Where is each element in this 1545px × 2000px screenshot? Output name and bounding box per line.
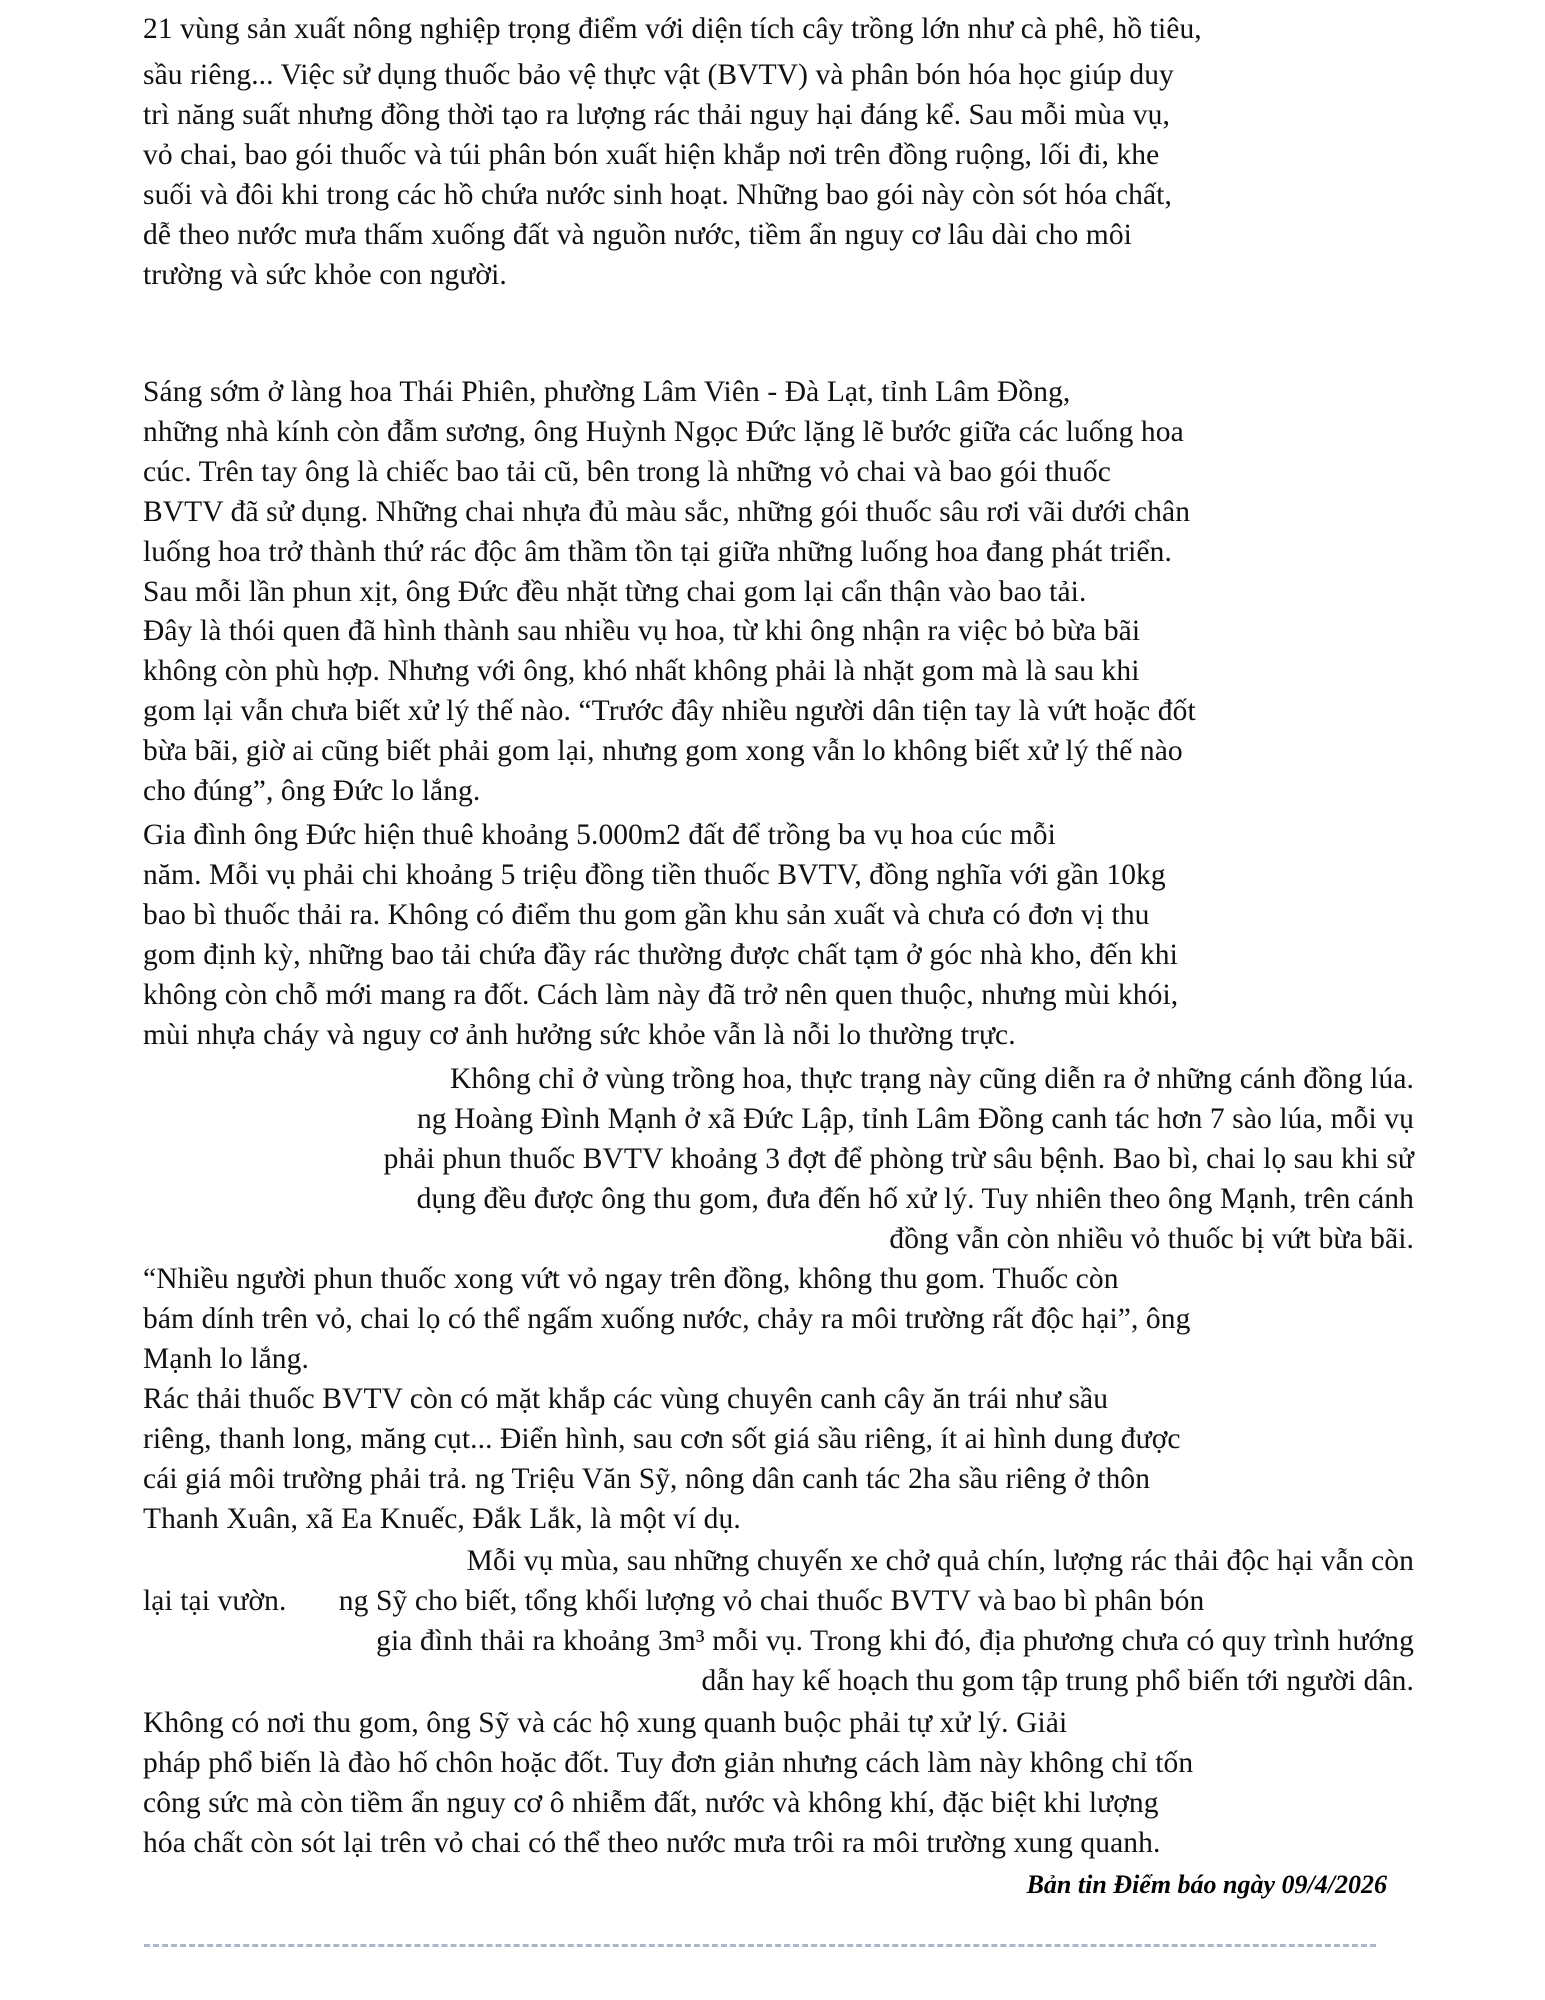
text-line: Thanh Xuân, xã Ea Knuếc, Đắk Lắk, là một ví dụ. — [143, 1503, 741, 1535]
text-line: 21 vùng sản xuất nông nghiệp trọng điểm với diện tích cây trồng lớn như cà phê, hồ tiêu, — [143, 13, 1202, 45]
text-line: cái giá môi trường phải trả. ng Triệu Văn Sỹ, nông dân canh tác 2ha sầu riêng ở thôn — [143, 1463, 1151, 1495]
text-line: Rác thải thuốc BVTV còn có mặt khắp các vùng chuyên canh cây ăn trái như sầu — [143, 1383, 1109, 1415]
text-line: Mạnh lo lắng. — [143, 1343, 309, 1375]
text-line: đồng vẫn còn nhiều vỏ thuốc bị vứt bừa bãi. — [889, 1223, 1414, 1255]
text-line: công sức mà còn tiềm ẩn nguy cơ ô nhiễm đất, nước và không khí, đặc biệt khi lượng — [143, 1787, 1159, 1819]
text-line: mùi nhựa cháy và nguy cơ ảnh hưởng sức khỏe vẫn là nỗi lo thường trực. — [143, 1019, 1016, 1051]
text-line: cúc. Trên tay ông là chiếc bao tải cũ, bên trong là những vỏ chai và bao gói thuốc — [143, 456, 1111, 488]
text-line: pháp phổ biến là đào hố chôn hoặc đốt. Tuy đơn giản nhưng cách làm này không chỉ tốn — [143, 1747, 1194, 1779]
text-line: cho đúng”, ông Đức lo lắng. — [143, 775, 481, 807]
text-line: hóa chất còn sót lại trên vỏ chai có thể theo nước mưa trôi ra môi trường xung quanh. — [143, 1827, 1161, 1859]
text-line: riêng, thanh long, măng cụt... Điển hình, sau cơn sốt giá sầu riêng, ít ai hình dung được — [143, 1423, 1181, 1455]
text-line: BVTV đã sử dụng. Những chai nhựa đủ màu sắc, những gói thuốc sâu rơi vãi dưới chân — [143, 496, 1191, 528]
text-line: bao bì thuốc thải ra. Không có điểm thu gom gần khu sản xuất và chưa có đơn vị thu — [143, 899, 1150, 931]
text-line: trì năng suất nhưng đồng thời tạo ra lượng rác thải nguy hại đáng kể. Sau mỗi mùa vụ, — [143, 99, 1170, 131]
text-line: Gia đình ông Đức hiện thuê khoảng 5.000m2 đất để trồng ba vụ hoa cúc mỗi — [143, 819, 1056, 851]
text-line: bừa bãi, giờ ai cũng biết phải gom lại, nhưng gom xong vẫn lo không biết xử lý thế nào — [143, 735, 1183, 767]
source-byline: Bản tin Điểm báo ngày 09/4/2026 — [1026, 1870, 1387, 1899]
text-line: Sáng sớm ở làng hoa Thái Phiên, phường Lâm Viên - Đà Lạt, tỉnh Lâm Đồng, — [143, 376, 1071, 408]
text-line: gom định kỳ, những bao tải chứa đầy rác thường được chất tạm ở góc nhà kho, đến khi — [143, 939, 1178, 971]
text-line: Mỗi vụ mùa, sau những chuyến xe chở quả chín, lượng rác thải độc hại vẫn còn — [466, 1545, 1414, 1577]
text-line: “Nhiều người phun thuốc xong vứt vỏ ngay trên đồng, không thu gom. Thuốc còn — [143, 1263, 1119, 1295]
text-line: gom lại vẫn chưa biết xử lý thế nào. “Trước đây nhiều người dân tiện tay là vứt hoặc đốt — [143, 695, 1196, 727]
text-line: sầu riêng... Việc sử dụng thuốc bảo vệ thực vật (BVTV) và phân bón hóa học giúp duy — [143, 59, 1174, 91]
text-line: Đây là thói quen đã hình thành sau nhiều vụ hoa, từ khi ông nhận ra việc bỏ bừa bãi — [143, 615, 1141, 647]
text-line: dẫn hay kế hoạch thu gom tập trung phổ biến tới người dân. — [701, 1665, 1414, 1697]
text-line: gia đình thải ra khoảng 3m³ mỗi vụ. Trong khi đó, địa phương chưa có quy trình hướng — [376, 1625, 1414, 1657]
text-line: Sau mỗi lần phun xịt, ông Đức đều nhặt từng chai gom lại cẩn thận vào bao tải. — [143, 576, 1087, 608]
text-line: không còn phù hợp. Nhưng với ông, khó nhất không phải là nhặt gom mà là sau khi — [143, 655, 1140, 687]
text-line: những nhà kính còn đẫm sương, ông Huỳnh Ngọc Đức lặng lẽ bước giữa các luống hoa — [143, 416, 1184, 448]
text-line: trường và sức khỏe con người. — [143, 259, 507, 291]
dashed-divider — [144, 1944, 1376, 1947]
text-line: Không chỉ ở vùng trồng hoa, thực trạng này cũng diễn ra ở những cánh đồng lúa. — [450, 1063, 1414, 1095]
text-line: Không có nơi thu gom, ông Sỹ và các hộ xung quanh buộc phải tự xử lý. Giải — [143, 1707, 1068, 1739]
text-line: dụng đều được ông thu gom, đưa đến hố xử lý. Tuy nhiên theo ông Mạnh, trên cánh — [416, 1183, 1414, 1215]
text-line: phải phun thuốc BVTV khoảng 3 đợt để phòng trừ sâu bệnh. Bao bì, chai lọ sau khi sử — [383, 1143, 1414, 1175]
text-line: vỏ chai, bao gói thuốc và túi phân bón xuất hiện khắp nơi trên đồng ruộng, lối đi, khe — [143, 139, 1160, 171]
text-line: ng Hoàng Đình Mạnh ở xã Đức Lập, tỉnh Lâm Đồng canh tác hơn 7 sào lúa, mỗi vụ — [416, 1103, 1414, 1135]
text-line: luống hoa trở thành thứ rác độc âm thầm tồn tại giữa những luống hoa đang phát triển. — [143, 536, 1172, 568]
text-line: năm. Mỗi vụ phải chi khoảng 5 triệu đồng tiền thuốc BVTV, đồng nghĩa với gần 10kg — [143, 859, 1166, 891]
text-line: bám dính trên vỏ, chai lọ có thể ngấm xuống nước, chảy ra môi trường rất độc hại”, ông — [143, 1303, 1191, 1335]
text-line: lại tại vườn. ng Sỹ cho biết, tổng khối lượng vỏ chai thuốc BVTV và bao bì phân bón — [143, 1585, 1205, 1617]
text-line: dễ theo nước mưa thấm xuống đất và nguồn nước, tiềm ẩn nguy cơ lâu dài cho môi — [143, 219, 1132, 251]
text-line: không còn chỗ mới mang ra đốt. Cách làm này đã trở nên quen thuộc, nhưng mùi khói, — [143, 979, 1179, 1011]
text-line: suối và đôi khi trong các hồ chứa nước sinh hoạt. Những bao gói này còn sót hóa chất, — [143, 179, 1172, 211]
